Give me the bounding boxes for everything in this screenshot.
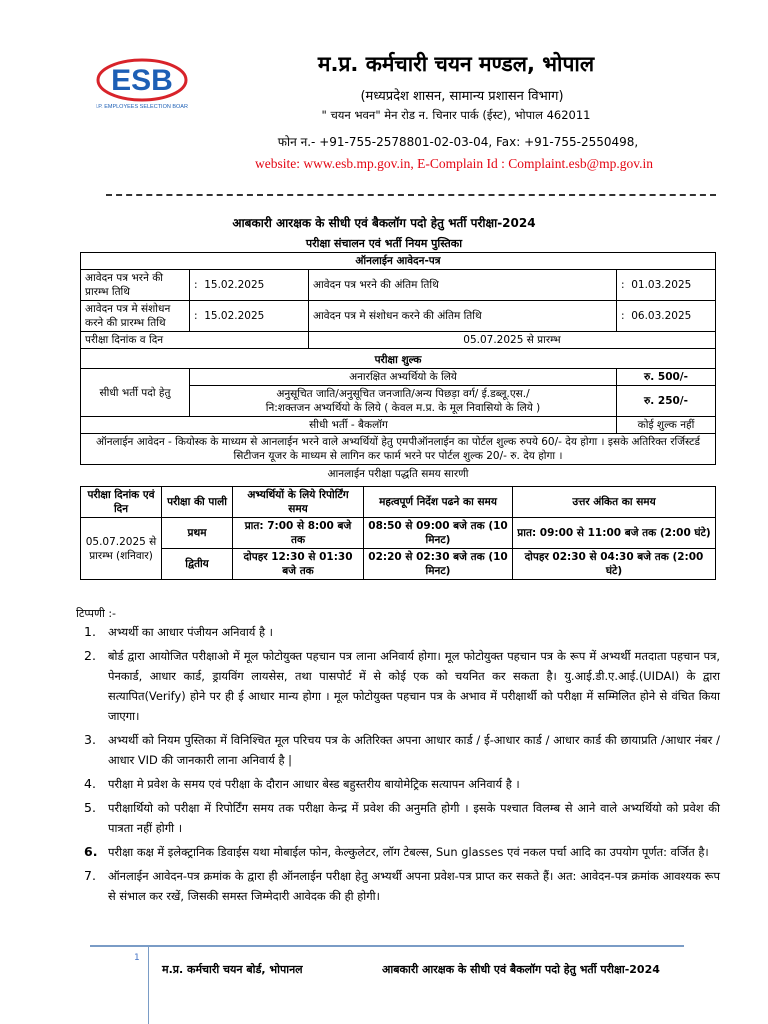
portal-fee-note: ऑनलाईन आवेदन - कियोस्क के माध्यम से आनलाईन भरने वाले अभ्यर्थियों हेतु एमपीऑनलाईन का पोर्टल शुल्क रुपये 60/- देय होगा । इसके अतिरिक्त रर्जिस्टर्ड सिटीजन यूजर के माध्यम से लागिन कर फार्म भरने पर पोर्टल शुल्क 20/- रु. देय होगा । [81,434,716,465]
exam-date-value: 05.07.2025 से प्रारम्भ [309,332,716,349]
edit-end-value: : 06.03.2025 [617,301,716,332]
list-item: 5. परीक्षार्थियो को परीक्षा में रिपोर्टिंग समय तक परीक्षा केन्द्र में प्रवेश की अनुमति होगी । इसके पश्चात विलम्ब से आने वाले अभ्यर्थियो को प्रवेश की पात्रता नहीं होगी । [84,800,720,835]
backlog-label: सीधी भर्ती - बैकलॉग [81,417,617,434]
col-shift: परीक्षा की पाली [162,487,233,518]
logo-text: ESB [111,64,173,97]
phone-fax: फोन न.- +91-755-2578801-02-03-04, Fax: +91-755-2550498, [277,135,639,149]
unreserved-label: अनारक्षित अभ्यर्थियो के लिये [190,369,617,386]
address: " चयन भवन" मेन रोड न. चिनार पार्क (ईस्ट), भोपाल 462011 [321,108,591,122]
page-number: 1 [134,953,140,963]
exam-title: आबकारी आरक्षक के सीधी एवं बैकलॉग पदो हेतु भर्ती परीक्षा-2024 [232,216,536,230]
list-item: 7. ऑनलाईन आवेदन-पत्र क्रमांक के द्वारा ही ऑनलाईन परीक्षा हेतु अभ्यर्थी अपना प्रवेश-पत्र प्राप्त कर सकते हैं। अत: आवेदन-पत्र क्रमांक आवश्यक रूप से संभाल कर रखें, जिसकी समस्त जिम्मेदारी आवेदक की ही होगी। [84,868,720,903]
notes-heading: टिप्पणी :- [76,607,117,620]
edit-start-label: आवेदन पत्र मे संशोधन करने की प्रारम्भ तिथि [81,301,190,332]
reading-time: 02:20 से 02:30 बजे तक (10 मिनट) [364,549,513,580]
reserved-label: अनुसूचित जाति/अनुसूचित जनजाति/अन्य पिछड़ा वर्ग/ ई.डब्लू.एस./ नि:शक्तजन अभ्यर्थियो के लिये ( केवल म.प्र. के मूल निवासियो के लिये ) [190,386,617,417]
edit-start-value: : 15.02.2025 [190,301,309,332]
schedule-date: 05.07.2025 से प्रारम्भ (शनिवार) [81,518,162,580]
list-item: 4. परीक्षा मे प्रवेश के समय एवं परीक्षा के दौरान आधार बेस्ड बहुस्तरीय बायोमेट्रिक सत्यापन अनिवार्य है । [84,776,520,791]
edit-end-label: आवेदन पत्र मे संशोधन करने की अंतिम तिथि [309,301,617,332]
exam-schedule-table [80,486,716,580]
direct-recruitment-label: सीधी भर्ती पदो हेतु [81,369,190,417]
list-item: 3. अभ्यर्थी को नियम पुस्तिका में विनिश्चित मूल परिचय पत्र के अतिरिक्त अपना आधार कार्ड / ई-आधार कार्ड / आधार कार्ड की छायाप्रति /आधार नंबर /आधार VID की जानकारी लाना अनिवार्य है | [84,732,720,767]
booklet-title: परीक्षा संचालन एवं भर्ती नियम पुस्तिका [305,237,463,250]
shift: द्वितीय [162,549,233,580]
website-link[interactable]: website: www.esb.mp.gov.in, E-Complain Id : Complaint.esb@mp.gov.in [255,156,653,171]
list-item: 2. बोर्ड द्वारा आयोजित परीक्षाओ में मूल फोटोयुक्त पहचान पत्र लाना अनिवार्य होगा। मूल फोटोयुक्त पहचान पत्र के रूप में अभ्यर्थी मतदाता पहचान पत्र, पेनकार्ड, आधार कार्ड, ड्रायविंग लायसेस, तथा पासपोर्ट में से कोई एक को चयनित कर सकता है। यु.आई.डी.ए.आई.(UIDAI) के द्वारा सत्यापित(Verify) होने पर ही ई आधार मान्य होगा । मूल फोटोयुक्त पहचान पत्र के अभाव में परीक्षार्थी को परीक्षा में सम्मिलित होने से वंचित किया जाएगा। [84,648,720,723]
reporting-time: प्रात: 7:00 से 8:00 बजे तक [233,518,364,549]
start-date-value: : 15.02.2025 [190,270,309,301]
fee-heading: परीक्षा शुल्क [81,349,716,369]
footer-exam-title: आबकारी आरक्षक के सीधी एवं बैकलॉग पदो हेतु भर्ती परीक्षा-2024 [382,963,660,976]
col-reporting: अभ्यर्थियों के लिये रिपोर्टिंग समय [233,487,364,518]
end-date-label: आवेदन पत्र भरने की अंतिम तिथि [309,270,617,301]
footer-org: म.प्र. कर्मचारी चयन बोर्ड, भोपानल [162,963,303,976]
application-fee-table [80,252,716,482]
end-date-value: : 01.03.2025 [617,270,716,301]
logo-caption: M.P. EMPLOYEES SELECTION BOARD [96,104,188,110]
notes-list [80,622,720,910]
answer-time: प्रात: 09:00 से 11:00 बजे तक (2:00 घंटे) [513,518,716,549]
list-item: 6. परीक्षा कक्ष में इलेक्ट्रानिक डिवाईस यथा मोबाईल फोन, केल्कुलेटर, लॉग टेबल्स, Sun glasses एवं नकल पर्चा आदि का उपयोग पूर्णत: वर्जित है। [84,844,709,859]
footer-divider [148,945,149,1024]
table-row [81,549,716,580]
divider [106,194,716,196]
shift: प्रथम [162,518,233,549]
reading-time: 08:50 से 09:00 बजे तक (10 मिनट) [364,518,513,549]
col-reading: महत्वपूर्ण निर्देश पढने का समय [364,487,513,518]
col-answering: उत्तर अंकित का समय [513,487,716,518]
org-name: म.प्र. कर्मचारी चयन मण्डल, भोपाल [317,52,595,76]
reporting-time: दोपहर 12:30 से 01:30 बजे तक [233,549,364,580]
online-form-heading: ऑनलाईन आवेदन-पत्र [81,253,716,270]
answer-time: दोपहर 02:30 से 04:30 बजे तक (2:00 घंटे) [513,549,716,580]
schedule-caption: आनलाईन परीक्षा पद्धति समय सारणी [327,468,469,480]
table-row [81,518,716,549]
backlog-fee: कोई शुल्क नहीं [617,417,716,434]
department: (मध्यप्रदेश शासन, सामान्य प्रशासन विभाग) [360,89,564,104]
reserved-fee: रु. 250/- [617,386,716,417]
exam-date-label: परीक्षा दिनांक व दिन [81,332,309,349]
list-item: 1. अभ्यर्थी का आधार पंजीयन अनिवार्य है । [84,624,273,639]
unreserved-fee: रु. 500/- [617,369,716,386]
start-date-label: आवेदन पत्र भरने की प्रारम्भ तिथि [81,270,190,301]
col-date: परीक्षा दिनांक एवं दिन [81,487,162,518]
footer-rule [90,945,684,947]
